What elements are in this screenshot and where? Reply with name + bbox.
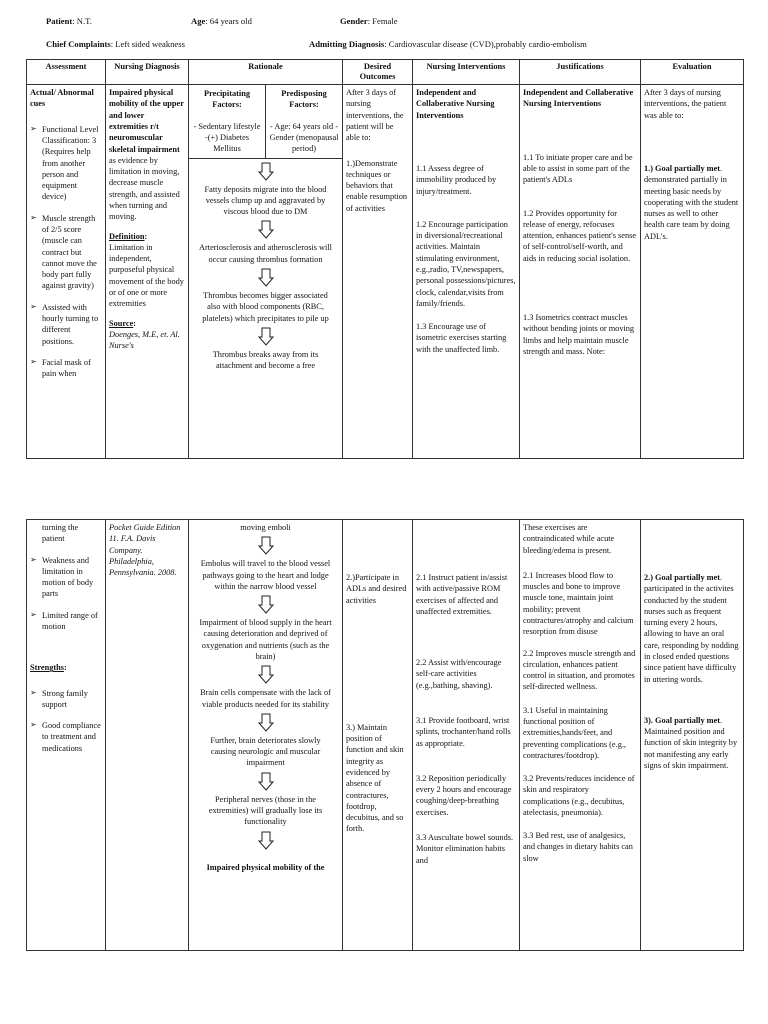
complaint-line xyxy=(46,39,185,51)
list-item: ➢ Functional Level Classification: 3 (Requires help from another person and equipment device) xyxy=(30,124,102,203)
assessment-title: Actual/ Abnormal cues xyxy=(30,88,94,109)
rationale-step: Impairment of blood supply in the heart causing deterioration and deprived of oxygenation and nutrients (such as the brain) xyxy=(199,618,332,661)
down-arrow-icon xyxy=(192,595,339,614)
assessment-cont: turning the patient xyxy=(42,523,79,544)
outcomes-cell xyxy=(343,520,413,951)
list-item: ➢ Strong family support xyxy=(30,688,102,711)
outcome-2: 2.)Participate in ADLs and desired activities xyxy=(346,573,407,605)
goal2-label: 2.) Goal partially met xyxy=(644,573,721,582)
list-item: ➢ Muscle strength of 2/5 score (muscle can contract but cannot move the body part fully against gravity) xyxy=(30,213,102,292)
intervention-item: 1.3 Encourage use of isometric exercises starting with the unaffected limb. xyxy=(416,322,507,354)
down-arrow-icon xyxy=(192,162,339,181)
strengths-list xyxy=(30,688,102,754)
strengths-label: Strengths xyxy=(30,663,64,673)
justification-item: 2.1 Increases blood flow to muscles and bone to improve muscle tone, maintain joint mobility; prevent contractures/atrophy and calcium resorption from disuse xyxy=(523,570,634,637)
care-plan-table-page1 xyxy=(26,59,744,459)
care-plan-table-page2 xyxy=(26,519,744,951)
rationale-step: Thrombus breaks away from its attachment and become a free xyxy=(212,349,319,371)
justification-item: 1.2 Provides opportunity for release of energy, refocuses attention, enhances patient's sense of self-control/self-worth, and aids in reducing social isolation. xyxy=(523,208,637,263)
definition-block: Definition: xyxy=(109,231,148,241)
down-arrow-icon xyxy=(192,220,339,239)
source-cont: Pocket Guide Edition 11. F.A. Davis Company. Philadelphia, Pennsylvania. 2008. xyxy=(109,523,181,578)
list-item: ➢ Weakness and limitation in motion of body parts xyxy=(30,555,102,600)
col-nursing-diagnosis: Nursing Diagnosis xyxy=(106,60,189,85)
predisposing-title: Predisposing Factors: xyxy=(281,89,327,110)
definition-text: Limitation in independent, purposeful physical movement of the body or of one or more extremities xyxy=(109,242,184,309)
outcomes-intro: After 3 days of nursing interventions, the patient will be able to: xyxy=(346,88,404,143)
evaluation-cell xyxy=(641,85,744,459)
rationale-step: Further, brain deteriorates slowly causing neurologic and muscular impairment xyxy=(210,735,321,768)
gender-value: : Female xyxy=(367,16,398,26)
list-item: ➢ Facial mask of pain when xyxy=(30,357,102,380)
content-row xyxy=(27,520,744,951)
content-row xyxy=(27,85,744,459)
source-text: Doenges, M.E, et. Al. Nurse's xyxy=(109,329,180,351)
diagnosis-value: : Cardiovascular disease (CVD),probably cardio-embolism xyxy=(384,39,587,49)
goal3-label: 3). Goal partially met xyxy=(644,715,721,725)
goal1-label: 1.) Goal partially met xyxy=(644,164,721,173)
predisposing-items: - Age: 64 years old -Gender (menopausal period) xyxy=(269,121,339,154)
intervention-item: 3.1 Provide footboard, wrist splints, trochanter/hand rolls as appropriate. xyxy=(416,715,511,748)
diagnosis-line xyxy=(309,39,587,51)
evaluation-intro: After 3 days of nursing interventions, the patient was able to: xyxy=(644,88,727,120)
age-value: : 64 years old xyxy=(205,16,252,26)
precipitating-title: Precipitating Factors: xyxy=(204,89,250,110)
down-arrow-icon xyxy=(192,713,339,732)
goal3-text: . Maintained position and function of skin integrity by not manifesting any early signs of skin impairment. xyxy=(644,715,738,770)
col-assessment: Assessment xyxy=(27,60,106,85)
interventions-cell xyxy=(413,520,520,951)
justification-item: 3.3 Bed rest, use of analgesics, and changes in dietary habits can slow xyxy=(523,831,633,863)
rationale-final: Impaired physical mobility of the xyxy=(206,862,325,872)
outcomes-cell xyxy=(343,85,413,459)
list-item: ➢ Limited range of motion xyxy=(30,610,102,633)
rationale-step: Thrombus becomes bigger associated also with blood components (RBC, platelets) which precipitates to pile up xyxy=(202,290,329,323)
evaluation-goal-3 xyxy=(644,715,740,771)
age-line xyxy=(191,16,252,28)
rationale-cont: moving emboli xyxy=(240,523,291,532)
patient-line xyxy=(46,16,92,28)
intervention-item: 1.1 Assess degree of immobility produced by injury/treatment. xyxy=(416,164,497,196)
rationale-step: Embolus will travel to the blood vessel pathways going to the heart and lodge within the narrow blood vessel xyxy=(200,559,331,591)
justification-item: 1.3 Isometrics contract muscles without bending joints or moving limbs and help maintain muscle strength and mass. Note: xyxy=(523,312,635,356)
col-rationale: Rationale xyxy=(189,60,343,85)
assessment-list xyxy=(30,124,102,380)
justification-item: 3.1 Useful in maintaining functional position of extremities,hands/feet, and preventing complications (e.g., contractures/footdrop). xyxy=(523,705,626,760)
justification-cont: These exercises are contraindicated while acute bleeding/edema is present. xyxy=(523,523,615,555)
gender-line xyxy=(340,16,398,28)
precipitating-items: - Sedentary lifestyle -(+) Diabetes Mellitus xyxy=(193,121,261,154)
intervention-item: 3.2 Reposition periodically every 2 hours and encourage coughing/deep-breathing exercises. xyxy=(416,773,512,817)
source-label: Source xyxy=(109,318,134,328)
outcome-1: 1.)Demonstrate techniques or behaviors that enable resumption of activities xyxy=(346,158,408,213)
justifications-cell xyxy=(520,85,641,459)
down-arrow-icon xyxy=(192,665,339,684)
list-item: ➢ Good compliance to treatment and medications xyxy=(30,720,102,754)
rationale-step: Arteriosclerosis and atherosclerosis will occur causing thrombus formation xyxy=(199,243,332,264)
goal1-text: . demonstrated partially in meeting basic needs by cooperating with the student nurses as well to other health care team by doing ADL's. xyxy=(644,164,739,241)
justification-item: 1.1 To initiate proper care and be able to assist in some part of the patient's ADLs xyxy=(523,152,633,185)
justifications-cell xyxy=(520,520,641,951)
strengths-heading: Strengths: xyxy=(30,663,67,673)
precipitating-factors xyxy=(189,85,266,157)
source-block: Source: xyxy=(109,318,137,328)
down-arrow-icon xyxy=(192,772,339,791)
diagnosis-cell xyxy=(106,85,189,459)
intervention-item: 3.3 Auscultate bowel sounds. Monitor elimination habits and xyxy=(416,832,514,865)
assessment-cell xyxy=(27,85,106,459)
header-row xyxy=(27,60,744,85)
list-item: ➢ Assisted with hourly turning to different positions. xyxy=(30,302,102,347)
factors-row xyxy=(189,85,342,158)
justification-item: 2.2 Improves muscle strength and circulation, enhances patient control in situation, and promotes self-directed wellness. xyxy=(523,648,636,692)
interventions-title: Independent and Collaberative Nursing Interventions xyxy=(416,88,495,120)
col-evaluation: Evaluation xyxy=(641,60,744,85)
goal2-text: . participated in the activites conducted by the student nurses such as frequent turning every 2 hours, allowing to have an oral care, responding by nodding in closed ended questions since patient have difficulty in uttering words. xyxy=(644,573,739,684)
patient-label: Patient xyxy=(46,16,73,26)
definition-label: Definition xyxy=(109,231,145,241)
gender-label: Gender xyxy=(340,16,368,26)
predisposing-factors xyxy=(266,85,342,157)
col-justifications: Justifications xyxy=(520,60,641,85)
rationale-step: Peripheral nerves (those in the extremities) will gradually lose its functionality xyxy=(208,794,323,827)
justifications-title: Independent and Collaberative Nursing Interventions xyxy=(523,88,634,109)
diagnosis-statement xyxy=(109,87,185,222)
intervention-item: 1.2 Encourage participation in diversional/recreational activities. Maintain stimulating environment, e.g.,radio, TV,newspapers, personal possessions/pictures, clock, calendar,visits from family/friends. xyxy=(416,219,516,308)
diagnosis-rest: as evidence by limitation in moving, decrease muscle strength, and assisted when turning and moving. xyxy=(109,155,180,222)
evaluation-goal-1 xyxy=(644,163,740,242)
age-label: Age xyxy=(191,16,206,26)
rationale-cell xyxy=(189,85,343,459)
diagnosis-cell xyxy=(106,520,189,951)
diagnosis-bold: Impaired physical mobility of the upper and lower extremities r/t neuromuscular skeletal impairment xyxy=(109,88,184,154)
down-arrow-icon xyxy=(192,831,339,850)
complaint-value: : Left sided weakness xyxy=(110,39,185,49)
assessment-cell xyxy=(27,520,106,951)
justification-item: 3.2 Prevents/reduces incidence of skin and respiratory complications (e.g., decubitus, atelectasis, pneumonia). xyxy=(523,774,635,817)
diagnosis-label: Admitting Diagnosis xyxy=(309,39,385,49)
rationale-step: Fatty deposits migrate into the blood vessels clump up and aggravated by viscous blood due to DM xyxy=(204,184,327,217)
col-desired-outcomes: Desired Outcomes xyxy=(343,60,413,85)
down-arrow-icon xyxy=(192,268,339,287)
intervention-item: 2.1 Instruct patient in/assist with active/passive ROM exercises of affected and unaffected extremities. xyxy=(416,573,508,616)
evaluation-goal-2 xyxy=(644,572,740,685)
intervention-item: 2.2 Assist with/encourage self-care activities (e.g.,bathing, shaving). xyxy=(416,658,502,690)
down-arrow-icon xyxy=(192,536,339,555)
rationale-cell xyxy=(189,520,343,951)
col-nursing-interventions: Nursing Interventions xyxy=(413,60,520,85)
interventions-cell xyxy=(413,85,520,459)
complaint-label: Chief Complaints xyxy=(46,39,111,49)
down-arrow-icon xyxy=(192,327,339,346)
rationale-step: Brain cells compensate with the lack of viable products needed for its stability xyxy=(200,688,331,709)
assessment-list xyxy=(30,555,102,633)
patient-value: : N.T. xyxy=(72,16,92,26)
evaluation-cell xyxy=(641,520,744,951)
outcome-3: 3.) Maintain position of function and skin integrity as evidenced by absence of contractures, footdrop, decubitus, and so forth. xyxy=(346,722,404,834)
